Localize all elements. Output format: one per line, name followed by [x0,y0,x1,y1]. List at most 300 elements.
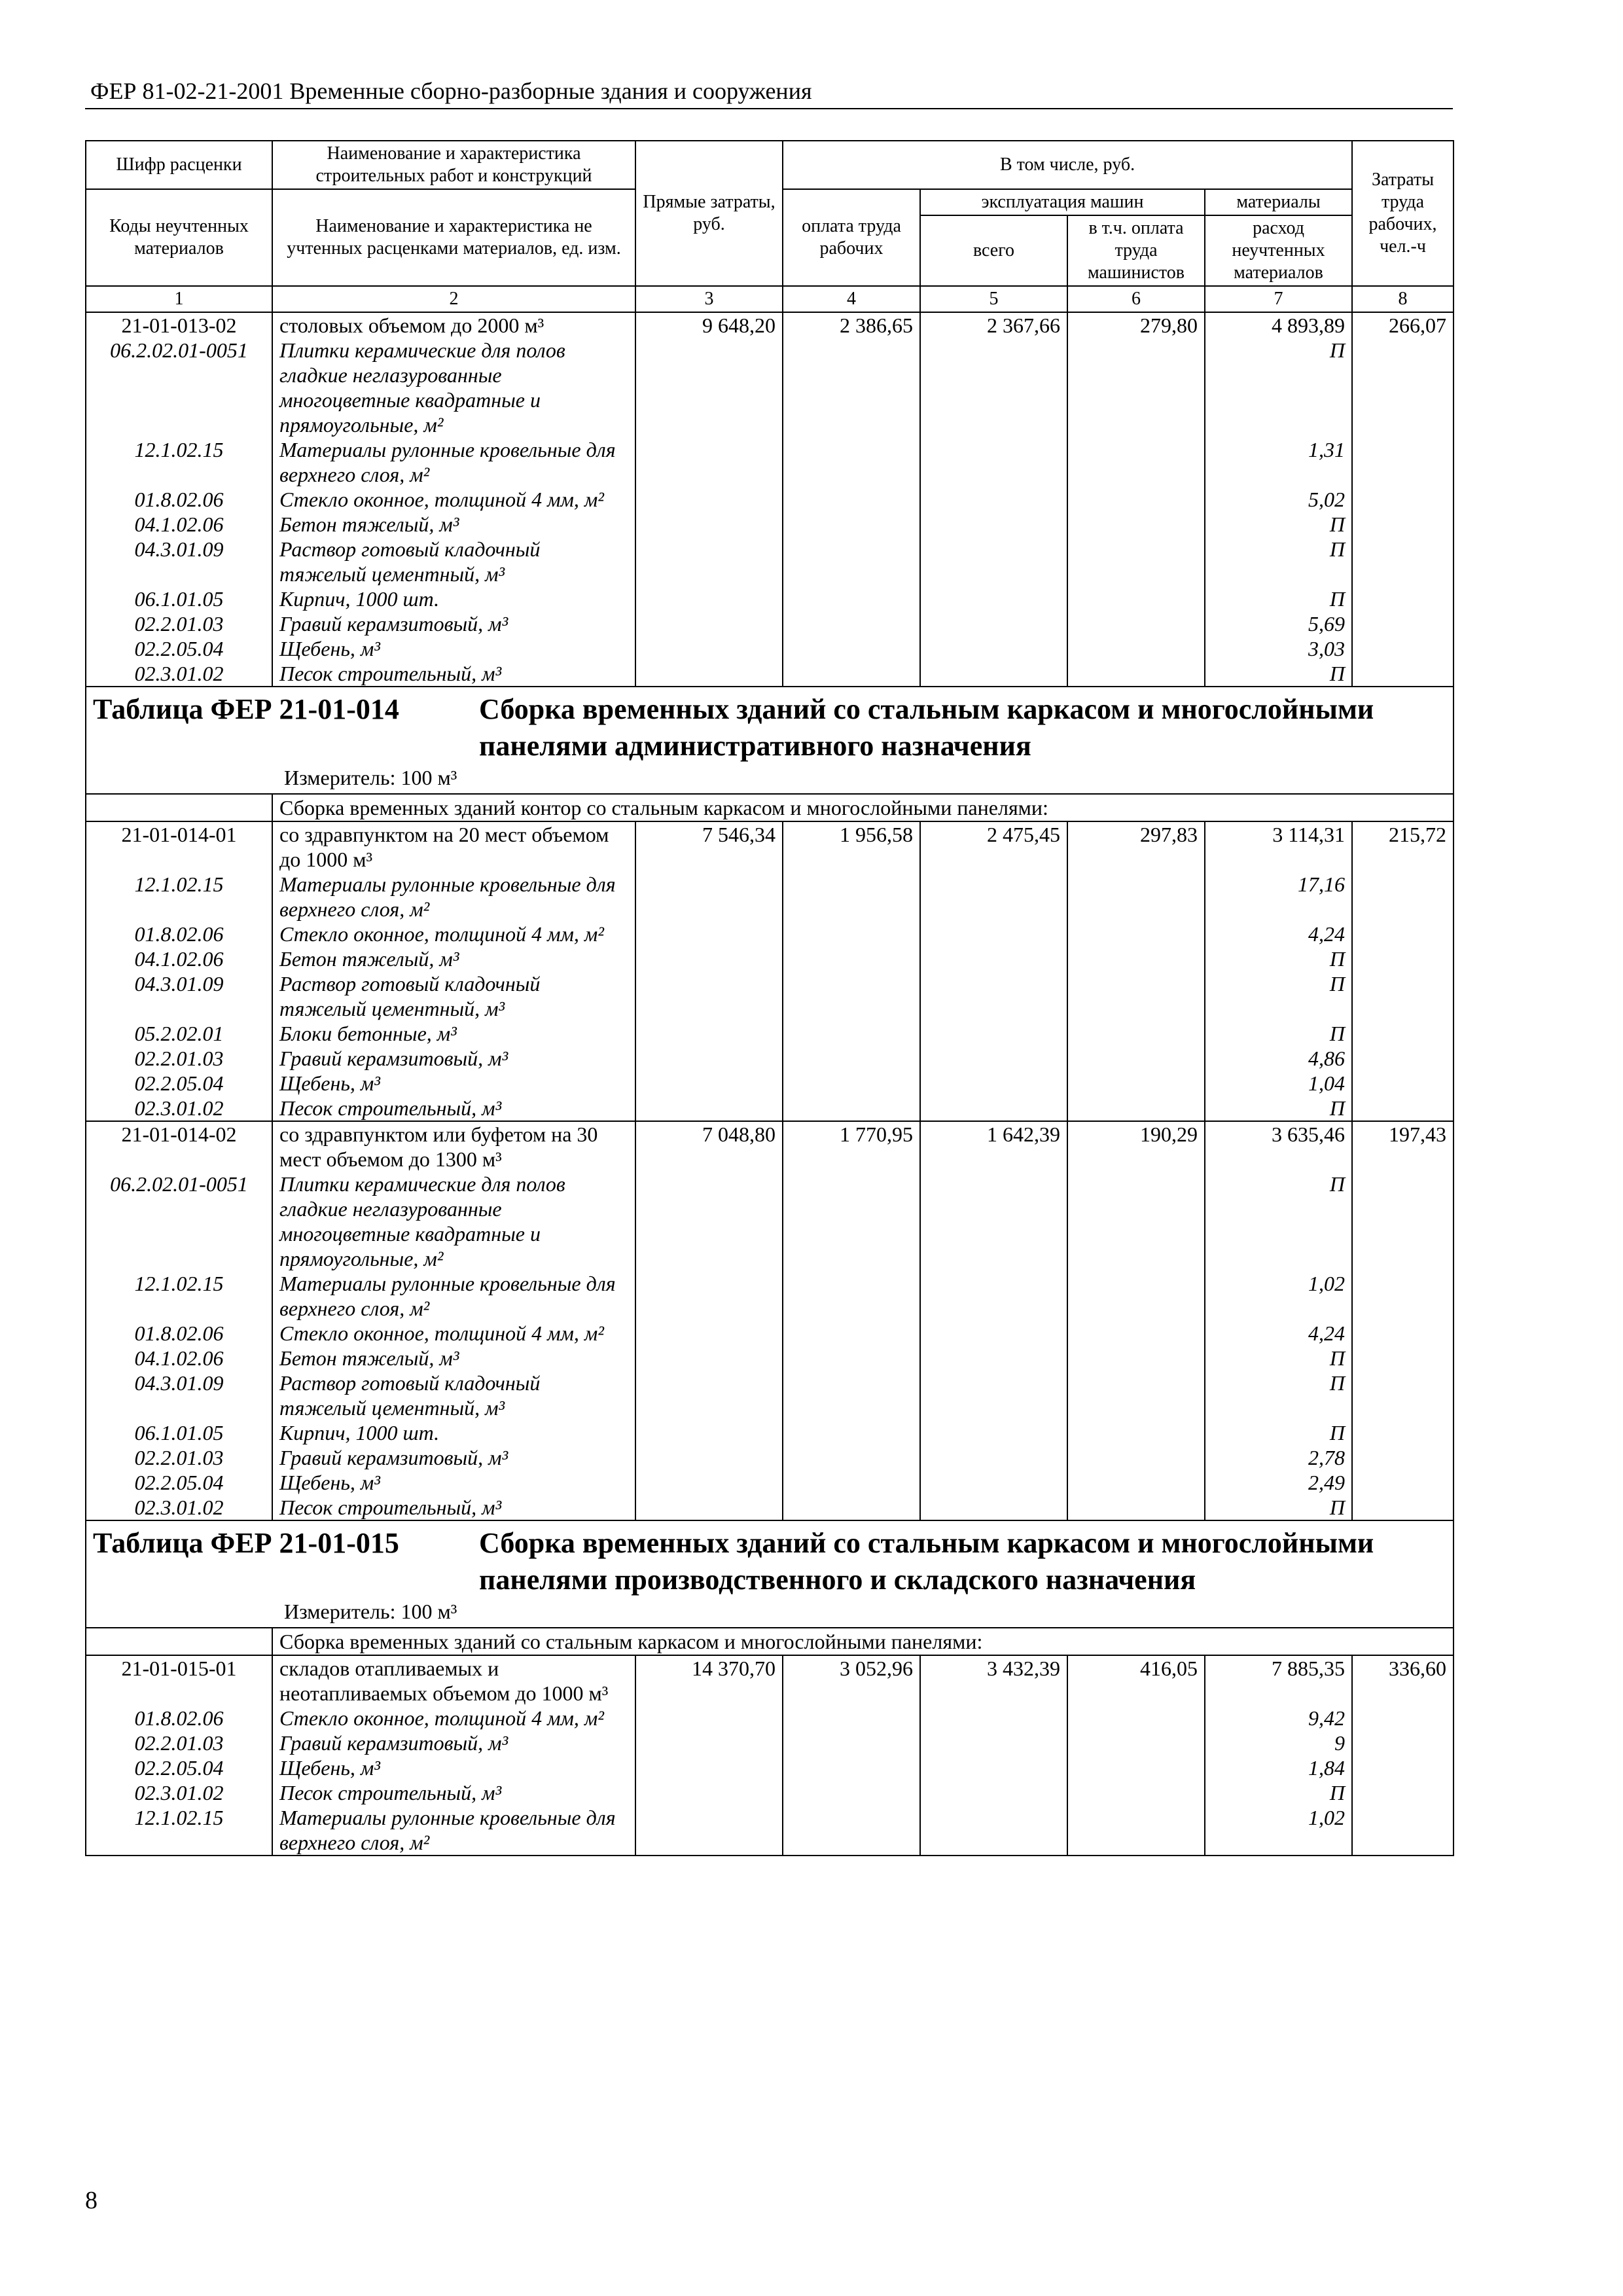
rate-name: со здравпунктом на 20 мест объемом до 1000 м³ [272,821,635,872]
material-name: Плитки керамические для полов гладкие неглазурованные многоцветные квадратные и прямоугольные, м² [272,338,635,437]
empty-cell [1067,1021,1205,1046]
unit-meter: Измеритель: 100 м³ [284,1600,457,1623]
col-num-4: 4 [783,286,920,312]
empty-cell [920,1731,1067,1755]
empty-cell [1067,1445,1205,1470]
material-name: Стекло оконное, толщиной 4 мм, м² [272,1706,635,1731]
empty-cell [86,1628,272,1655]
material-row [86,586,1454,611]
empty-cell [635,586,783,611]
col-machines-total-header: всего [920,215,1067,286]
material-name: Бетон тяжелый, м³ [272,946,635,971]
empty-cell [1067,922,1205,946]
empty-cell [1067,946,1205,971]
empty-cell [635,1096,783,1121]
empty-cell [635,1805,783,1856]
empty-cell [1352,1755,1454,1780]
labor-hours: 215,72 [1352,821,1454,872]
empty-cell [635,1755,783,1780]
material-code: 06.1.01.05 [86,586,272,611]
empty-cell [920,1371,1067,1420]
empty-cell [920,1420,1067,1445]
material-name: Гравий керамзитовый, м³ [272,611,635,636]
table-code: Таблица ФЕР 21-01-015 [93,1527,399,1559]
material-name: Кирпич, 1000 шт. [272,1420,635,1445]
material-usage: П [1205,338,1352,437]
material-row [86,971,1454,1021]
empty-cell [783,946,920,971]
material-usage: 4,86 [1205,1046,1352,1071]
material-code: 02.2.05.04 [86,1470,272,1495]
machinists-pay: 297,83 [1067,821,1205,872]
empty-cell [783,1470,920,1495]
col-incl-header: В том числе, руб. [783,141,1352,189]
section-subtitle: Сборка временных зданий контор со стальным каркасом и многослойными панелями: [272,794,1454,821]
empty-cell [920,1096,1067,1121]
col-num-8: 8 [1352,286,1454,312]
table-name: Сборка временных зданий со стальным каркасом и многослойными панелями административного назначения [479,693,1374,762]
empty-cell [920,872,1067,922]
empty-cell [1067,1371,1205,1420]
empty-cell [1352,661,1454,687]
material-name: Щебень, м³ [272,1071,635,1096]
rate-name: со здравпунктом или буфетом на 30 мест объемом до 1300 м³ [272,1121,635,1172]
empty-cell [920,1470,1067,1495]
empty-cell [635,922,783,946]
empty-cell [783,1172,920,1271]
empty-cell [635,1495,783,1520]
material-name: Гравий керамзитовый, м³ [272,1445,635,1470]
empty-cell [783,1046,920,1071]
empty-cell [1067,1321,1205,1346]
empty-cell [920,586,1067,611]
table-body [86,312,1454,1856]
empty-cell [783,611,920,636]
material-name: Материалы рулонные кровельные для верхнего слоя, м² [272,872,635,922]
material-name: Щебень, м³ [272,636,635,661]
empty-cell [783,1780,920,1805]
material-code: 01.8.02.06 [86,1706,272,1731]
table-name: Сборка временных зданий со стальным каркасом и многослойными панелями производственного и складского назначения [479,1527,1374,1596]
empty-cell [635,512,783,537]
empty-cell [1352,922,1454,946]
empty-cell [1352,437,1454,487]
col-mat-names-header: Наименование и характеристика не учтенных расценками материалов, ед. изм. [272,189,635,286]
empty-cell [783,1371,920,1420]
material-usage: П [1205,971,1352,1021]
material-name: Песок строительный, м³ [272,661,635,687]
material-code: 02.3.01.02 [86,661,272,687]
empty-cell [86,794,272,821]
col-mat-codes-header: Коды неучтенных материалов [86,189,272,286]
material-usage: П [1205,946,1352,971]
empty-cell [783,1495,920,1520]
material-row [86,1780,1454,1805]
empty-cell [783,1021,920,1046]
empty-cell [920,1445,1067,1470]
empty-cell [1352,1445,1454,1470]
material-code: 01.8.02.06 [86,1321,272,1346]
material-code: 02.2.05.04 [86,636,272,661]
empty-cell [920,1495,1067,1520]
table-title [93,1525,1446,1598]
material-usage: П [1205,512,1352,537]
empty-cell [783,1321,920,1346]
col-num-2: 2 [272,286,635,312]
empty-cell [1067,1755,1205,1780]
rate-row [86,1121,1454,1172]
material-name: Бетон тяжелый, м³ [272,512,635,537]
material-row [86,1321,1454,1346]
material-name: Песок строительный, м³ [272,1495,635,1520]
empty-cell [1352,1706,1454,1731]
material-name: Стекло оконное, толщиной 4 мм, м² [272,487,635,512]
col-materials-header: материалы [1205,189,1352,215]
col-labor-pay-header: оплата труда рабочих [783,189,920,286]
empty-cell [1352,1046,1454,1071]
empty-cell [920,1271,1067,1321]
material-code: 02.2.05.04 [86,1755,272,1780]
rate-row [86,312,1454,338]
empty-cell [783,1096,920,1121]
material-name: Кирпич, 1000 шт. [272,586,635,611]
empty-cell [783,1445,920,1470]
empty-cell [1352,1172,1454,1271]
empty-cell [783,636,920,661]
material-row [86,946,1454,971]
material-usage: П [1205,1346,1352,1371]
col-code-header: Шифр расценки [86,141,272,189]
material-usage: П [1205,1371,1352,1420]
empty-cell [635,487,783,512]
empty-cell [635,946,783,971]
empty-cell [1067,586,1205,611]
empty-cell [920,1706,1067,1731]
material-name: Гравий керамзитовый, м³ [272,1731,635,1755]
empty-cell [1352,971,1454,1021]
empty-cell [783,437,920,487]
empty-cell [1352,512,1454,537]
empty-cell [635,338,783,437]
material-row [86,1371,1454,1420]
empty-cell [920,338,1067,437]
table-title-cell [86,687,1454,794]
material-code: 02.2.01.03 [86,1731,272,1755]
table-title-row [86,1520,1454,1628]
material-code: 04.1.02.06 [86,512,272,537]
material-code: 02.2.01.03 [86,1046,272,1071]
empty-cell [635,1346,783,1371]
material-code: 12.1.02.15 [86,1271,272,1321]
empty-cell [1067,537,1205,586]
empty-cell [1352,1021,1454,1046]
empty-cell [635,1445,783,1470]
empty-cell [783,922,920,946]
material-row [86,636,1454,661]
empty-cell [1352,1420,1454,1445]
table-header [86,141,1454,312]
material-name: Раствор готовый кладочный тяжелый цементный, м³ [272,537,635,586]
empty-cell [783,1805,920,1856]
material-code: 04.3.01.09 [86,971,272,1021]
material-row [86,1046,1454,1071]
empty-cell [635,872,783,922]
section-subtitle: Сборка временных зданий со стальным каркасом и многослойными панелями: [272,1628,1454,1655]
empty-cell [635,1172,783,1271]
empty-cell [635,537,783,586]
material-name: Раствор готовый кладочный тяжелый цементный, м³ [272,971,635,1021]
col-num-7: 7 [1205,286,1352,312]
material-code: 02.3.01.02 [86,1780,272,1805]
empty-cell [1067,1495,1205,1520]
material-name: Стекло оконное, толщиной 4 мм, м² [272,1321,635,1346]
empty-cell [1352,487,1454,512]
material-usage: П [1205,1780,1352,1805]
empty-cell [920,1071,1067,1096]
empty-cell [1352,586,1454,611]
material-row [86,1805,1454,1856]
material-row [86,437,1454,487]
material-name: Гравий керамзитовый, м³ [272,1046,635,1071]
empty-cell [920,1755,1067,1780]
empty-cell [635,1371,783,1420]
material-name: Песок строительный, м³ [272,1096,635,1121]
material-row [86,1470,1454,1495]
material-row [86,922,1454,946]
rate-name: складов отапливаемых и неотапливаемых объемом до 1000 м³ [272,1655,635,1706]
empty-cell [920,946,1067,971]
empty-cell [920,1346,1067,1371]
empty-cell [920,661,1067,687]
labor-hours: 336,60 [1352,1655,1454,1706]
empty-cell [920,1780,1067,1805]
empty-cell [635,1321,783,1346]
empty-cell [635,1021,783,1046]
empty-cell [920,971,1067,1021]
machinists-pay: 416,05 [1067,1655,1205,1706]
material-name: Раствор готовый кладочный тяжелый цементный, м³ [272,1371,635,1420]
material-row [86,512,1454,537]
material-name: Стекло оконное, толщиной 4 мм, м² [272,922,635,946]
empty-cell [1352,1371,1454,1420]
material-usage: П [1205,1420,1352,1445]
subtitle-row [86,794,1454,821]
material-row [86,1346,1454,1371]
rate-code: 21-01-015-01 [86,1655,272,1706]
header-rule [85,108,1453,109]
material-row [86,338,1454,437]
empty-cell [783,1071,920,1096]
empty-cell [1067,437,1205,487]
labor-hours: 266,07 [1352,312,1454,338]
material-usage: 1,31 [1205,437,1352,487]
material-usage: 4,24 [1205,922,1352,946]
material-row [86,661,1454,687]
material-code: 12.1.02.15 [86,437,272,487]
table-code: Таблица ФЕР 21-01-014 [93,693,399,725]
material-usage: П [1205,661,1352,687]
material-code: 04.3.01.09 [86,1371,272,1420]
material-usage: 3,03 [1205,636,1352,661]
direct-cost: 14 370,70 [635,1655,783,1706]
rate-code: 21-01-014-01 [86,821,272,872]
empty-cell [1067,1805,1205,1856]
empty-cell [635,1706,783,1731]
empty-cell [1067,1470,1205,1495]
unit-meter: Измеритель: 100 м³ [284,766,457,789]
material-usage: 1,02 [1205,1271,1352,1321]
material-code: 04.1.02.06 [86,946,272,971]
rate-code: 21-01-014-02 [86,1121,272,1172]
material-code: 12.1.02.15 [86,872,272,922]
material-code: 02.2.05.04 [86,1071,272,1096]
subtitle-row [86,1628,1454,1655]
empty-cell [1352,1346,1454,1371]
empty-cell [1067,872,1205,922]
material-usage: 1,02 [1205,1805,1352,1856]
materials-cost: 7 885,35 [1205,1655,1352,1706]
empty-cell [635,971,783,1021]
table-title-cell [86,1520,1454,1628]
material-row [86,872,1454,922]
empty-cell [1352,1805,1454,1856]
empty-cell [1067,1706,1205,1731]
material-usage: П [1205,1021,1352,1046]
rates-table [85,140,1454,1856]
empty-cell [1352,1271,1454,1321]
empty-cell [1352,946,1454,971]
material-usage: 1,04 [1205,1071,1352,1096]
empty-cell [783,537,920,586]
empty-cell [920,437,1067,487]
empty-cell [783,1755,920,1780]
empty-cell [783,971,920,1021]
material-row [86,1096,1454,1121]
empty-cell [920,611,1067,636]
material-code: 04.3.01.09 [86,537,272,586]
material-row [86,1731,1454,1755]
empty-cell [1067,611,1205,636]
empty-cell [635,1071,783,1096]
page-number: 8 [85,2187,98,2214]
empty-cell [783,661,920,687]
empty-cell [1067,1346,1205,1371]
col-name-header: Наименование и характеристика строительных работ и конструкций [272,141,635,189]
empty-cell [635,1780,783,1805]
empty-cell [920,512,1067,537]
material-name: Щебень, м³ [272,1470,635,1495]
empty-cell [1352,1731,1454,1755]
material-row [86,611,1454,636]
material-usage: П [1205,1096,1352,1121]
material-name: Материалы рулонные кровельные для верхнего слоя, м² [272,1271,635,1321]
rate-row [86,1655,1454,1706]
empty-cell [783,1731,920,1755]
material-usage: 9,42 [1205,1706,1352,1731]
material-usage: 5,02 [1205,487,1352,512]
material-code: 12.1.02.15 [86,1805,272,1856]
rate-name: столовых объемом до 2000 м³ [272,312,635,338]
empty-cell [1067,1071,1205,1096]
col-num-5: 5 [920,286,1067,312]
material-name: Бетон тяжелый, м³ [272,1346,635,1371]
empty-cell [635,1731,783,1755]
material-row [86,537,1454,586]
materials-cost: 4 893,89 [1205,312,1352,338]
empty-cell [1352,1470,1454,1495]
material-code: 05.2.02.01 [86,1021,272,1046]
material-row [86,487,1454,512]
material-usage: 2,78 [1205,1445,1352,1470]
empty-cell [1352,338,1454,437]
empty-cell [635,661,783,687]
empty-cell [920,636,1067,661]
empty-cell [1352,1096,1454,1121]
empty-cell [1067,338,1205,437]
rate-row [86,821,1454,872]
empty-cell [1352,1495,1454,1520]
empty-cell [635,1470,783,1495]
labor-hours: 197,43 [1352,1121,1454,1172]
table-title-row [86,687,1454,794]
labor-pay: 1 770,95 [783,1121,920,1172]
materials-cost: 3 635,46 [1205,1121,1352,1172]
empty-cell [1352,872,1454,922]
empty-cell [1067,1780,1205,1805]
col-labor-cost-header: Затраты труда рабочих, чел.-ч [1352,141,1454,286]
material-usage: 17,16 [1205,872,1352,922]
material-name: Блоки бетонные, м³ [272,1021,635,1046]
labor-pay: 3 052,96 [783,1655,920,1706]
table-title [93,691,1446,764]
empty-cell [783,1271,920,1321]
empty-cell [635,1420,783,1445]
empty-cell [1067,1271,1205,1321]
material-name: Материалы рулонные кровельные для верхнего слоя, м² [272,1805,635,1856]
empty-cell [1352,537,1454,586]
machines-total: 2 475,45 [920,821,1067,872]
empty-cell [920,1021,1067,1046]
direct-cost: 7 546,34 [635,821,783,872]
material-usage: 4,24 [1205,1321,1352,1346]
col-num-6: 6 [1067,286,1205,312]
empty-cell [1067,1172,1205,1271]
material-usage: П [1205,537,1352,586]
material-code: 02.3.01.02 [86,1096,272,1121]
rate-code: 21-01-013-02 [86,312,272,338]
labor-pay: 2 386,65 [783,312,920,338]
direct-cost: 7 048,80 [635,1121,783,1172]
empty-cell [1067,487,1205,512]
empty-cell [1352,1071,1454,1096]
empty-cell [783,1346,920,1371]
material-row [86,1021,1454,1046]
empty-cell [783,872,920,922]
empty-cell [635,437,783,487]
machines-total: 2 367,66 [920,312,1067,338]
material-usage: П [1205,586,1352,611]
machines-total: 1 642,39 [920,1121,1067,1172]
empty-cell [1352,636,1454,661]
empty-cell [920,922,1067,946]
material-row [86,1172,1454,1271]
machinists-pay: 190,29 [1067,1121,1205,1172]
material-name: Материалы рулонные кровельные для верхнего слоя, м² [272,437,635,487]
empty-cell [783,487,920,512]
empty-cell [635,1271,783,1321]
empty-cell [635,636,783,661]
material-name: Плитки керамические для полов гладкие неглазурованные многоцветные квадратные и прямоугольные, м² [272,1172,635,1271]
